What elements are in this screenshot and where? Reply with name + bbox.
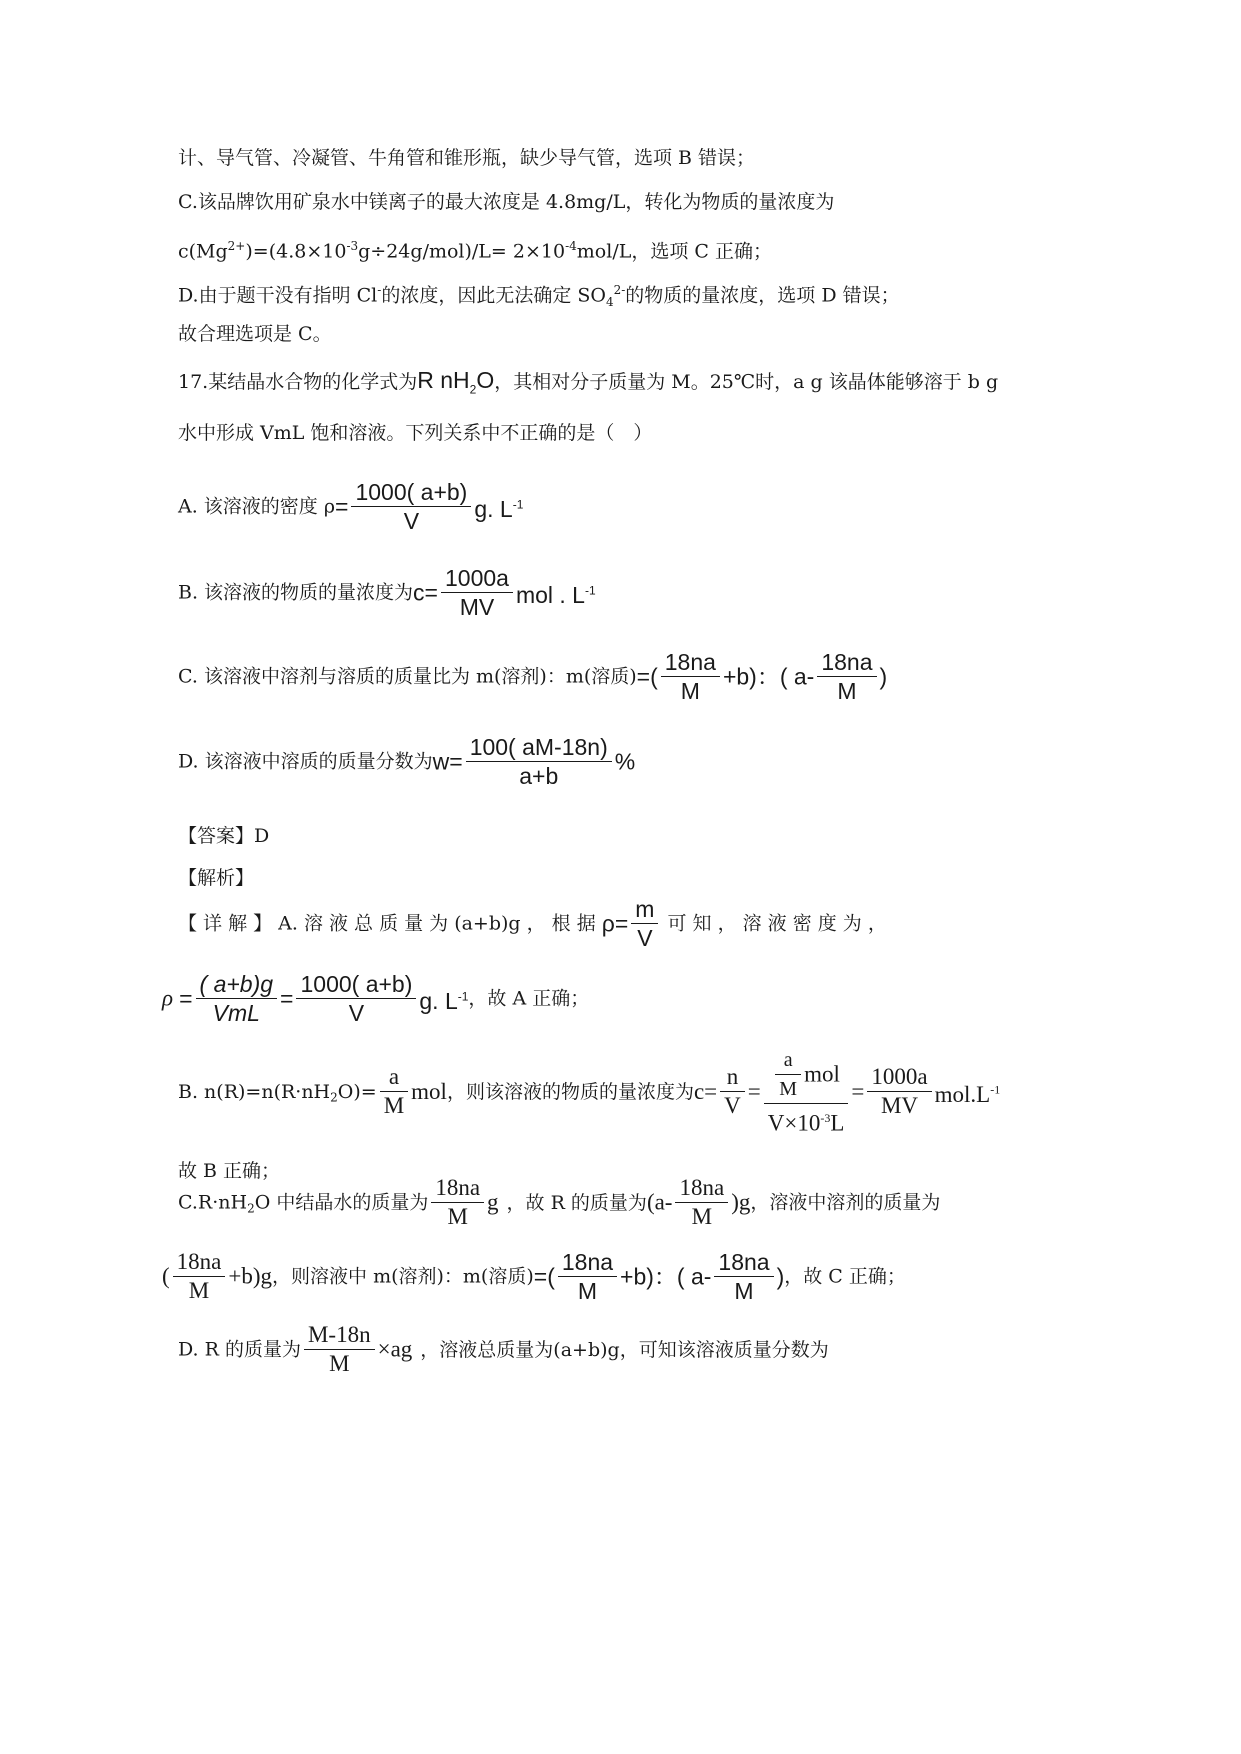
text: c= (693, 1078, 718, 1104)
denominator: M (304, 1349, 375, 1376)
unit: mol (804, 1061, 840, 1087)
numerator: a (388, 1064, 400, 1090)
equals: = (851, 1078, 865, 1104)
text: C.R·nH (178, 1191, 248, 1214)
subscript: 4 (605, 295, 614, 310)
text: D. R 的质量为 (178, 1338, 301, 1361)
text-line (178, 190, 834, 214)
numerator: 100( aM-18n) (469, 734, 608, 760)
numerator: 18na (679, 1175, 725, 1200)
text: ，溶液总质量为(a+b)g，可知该溶液质量分数为 (420, 1338, 829, 1361)
option-label: B. 该溶液的物质的量浓度为 (178, 581, 414, 604)
numerator: 18na (435, 1175, 481, 1200)
fraction (764, 1048, 849, 1136)
text: 【答案】D (178, 825, 270, 847)
subscript: 2 (469, 382, 477, 397)
text-line (178, 278, 900, 314)
unit: mol (411, 1078, 447, 1104)
line-text: 故合理选项是 C。 (178, 323, 332, 345)
text: ，则溶液中 m(溶剂)：m(溶质) (272, 1265, 534, 1288)
detail-c (178, 1176, 940, 1229)
fraction (304, 1323, 375, 1376)
superscript: -1 (512, 497, 524, 512)
text: ，故 C 正确； (784, 1265, 906, 1288)
denominator: M (380, 1091, 408, 1118)
text: O)= (337, 1080, 377, 1103)
text: ) (776, 1263, 785, 1290)
text: +b)：( a- (722, 663, 815, 690)
denominator: V (720, 1091, 745, 1118)
numerator: ( a+b)g (199, 971, 274, 997)
option-b (178, 566, 596, 619)
text: L (830, 1110, 845, 1136)
equals: c= (413, 579, 438, 606)
numerator: 18na (821, 649, 873, 675)
numerator: 1000a (444, 565, 509, 591)
fraction (431, 1176, 484, 1229)
equals: = (335, 493, 349, 520)
text: 故 B 正确； (178, 1160, 281, 1182)
text: (a- (646, 1189, 673, 1215)
text: ρ= (601, 910, 629, 937)
option-label: A. 该溶液的密度 ρ (178, 495, 336, 518)
subscript: 2 (330, 1090, 338, 1105)
text: V×10 (767, 1110, 821, 1136)
unit (516, 582, 596, 608)
detail-b (178, 1048, 1000, 1136)
text: ) (879, 663, 888, 690)
text: ，故 R 的质量为 (506, 1191, 647, 1214)
analysis-title (178, 866, 254, 890)
equals: w= (432, 748, 463, 775)
superscript: -1 (990, 1082, 1001, 1096)
text: 【 详 解 】 A. 溶 液 总 质 量 为 (a+b)g ， 根 据 (178, 912, 596, 935)
rho-symbol: ρ (162, 985, 174, 1011)
text: mol/L，选项 C 正确； (576, 240, 772, 263)
text: ，则该溶液的物质的量浓度为 (446, 1080, 694, 1103)
text: =( (636, 663, 658, 690)
numerator: 18na (718, 1249, 770, 1275)
fraction (714, 1250, 773, 1303)
text: +b)：( a- (620, 1263, 712, 1290)
inner-fraction (775, 1048, 801, 1101)
text: D.由于题干没有指明 Cl (178, 284, 378, 307)
superscript: -1 (457, 989, 469, 1004)
numerator: 18na (664, 649, 716, 675)
text-line (178, 234, 772, 263)
text: 的浓度，因此无法确定 SO (381, 284, 606, 307)
formula-part: R nH (417, 367, 470, 393)
numerator (764, 1048, 849, 1103)
equals: = (747, 1078, 761, 1104)
superscript: - (377, 283, 382, 297)
numerator: m (635, 896, 655, 922)
numerator: a (783, 1049, 793, 1071)
equals: = (179, 985, 193, 1012)
text: g÷24g/mol)/L= 2×10 (358, 240, 566, 263)
text: 17.某结晶水合物的化学式为 (178, 371, 418, 393)
text: +b)g (228, 1263, 273, 1289)
denominator: M (173, 1276, 226, 1303)
superscript: -3 (820, 1111, 831, 1125)
fraction (380, 1065, 408, 1118)
text: )=(4.8×10 (245, 240, 347, 263)
question-stem (178, 368, 998, 402)
text: c(Mg (178, 240, 228, 263)
fraction (817, 650, 876, 703)
text: O 中结晶水的质量为 (254, 1191, 429, 1214)
percent: % (614, 748, 636, 775)
fraction (675, 1176, 728, 1229)
text: ×ag (377, 1336, 413, 1362)
unit: )g (731, 1189, 751, 1215)
line-text: 计、导气管、冷凝管、牛角管和锥形瓶，缺少导气管，选项 B 错误； (178, 147, 756, 169)
unit (935, 1082, 1001, 1107)
option-c (178, 650, 887, 703)
denominator: MV (867, 1091, 931, 1118)
denominator: M (775, 1074, 801, 1101)
fraction (296, 972, 416, 1025)
fraction (631, 897, 658, 950)
text: ( (162, 1263, 170, 1289)
detail-d (178, 1323, 829, 1376)
question-stem-line2 (178, 421, 652, 445)
denominator: V (296, 998, 416, 1025)
superscript: 2+ (227, 239, 246, 253)
superscript: -4 (565, 239, 577, 253)
fraction (661, 650, 720, 703)
option-a (178, 480, 523, 533)
unit (419, 988, 468, 1014)
fraction (351, 480, 471, 533)
superscript: -3 (346, 239, 359, 253)
unit-text: mol . L (515, 581, 585, 608)
fraction (196, 972, 278, 1025)
text: =( (533, 1263, 555, 1290)
numerator: 1000( a+b) (355, 479, 468, 505)
text-line (178, 146, 755, 170)
fraction (720, 1065, 745, 1118)
option-label: C. 该溶液中溶剂与溶质的质量比为 m(溶剂)：m(溶质) (178, 665, 637, 688)
formula (417, 367, 495, 397)
fraction (466, 735, 612, 788)
unit-text: mol.L (934, 1081, 991, 1107)
fraction (441, 566, 513, 619)
text: 水中形成 VmL 饱和溶液。下列关系中不正确的是（ ） (178, 422, 653, 444)
numerator: 18na (176, 1249, 222, 1274)
superscript: 2- (613, 283, 626, 297)
denominator: M (431, 1202, 484, 1229)
numerator: 1000( a+b) (300, 971, 413, 997)
denominator: M (558, 1276, 617, 1303)
option-label: D. 该溶液中溶质的质量分数为 (178, 750, 433, 773)
fraction (558, 1250, 617, 1303)
denominator: M (714, 1276, 773, 1303)
unit-text: g. L (419, 987, 458, 1014)
numerator: M-18n (307, 1322, 371, 1347)
superscript: -1 (584, 583, 596, 598)
text: ，其相对分子质量为 M。25℃时，a g 该晶体能够溶于 b g (494, 371, 999, 393)
detail-a-formula (162, 972, 589, 1025)
text: ，故 A 正确； (468, 987, 590, 1010)
equals: = (280, 985, 294, 1012)
text: 可 知 ， 溶 液 密 度 为 ， (667, 912, 887, 935)
denominator: V (631, 923, 658, 950)
detail-c-line2 (162, 1250, 906, 1303)
text: 的物质的量浓度，选项 D 错误； (625, 284, 900, 307)
detail-a (178, 897, 887, 950)
answer-line (178, 824, 269, 848)
unit (474, 496, 523, 522)
fraction (173, 1250, 226, 1303)
fraction (867, 1065, 931, 1118)
text-line (178, 322, 332, 346)
line-text: C.该品牌饮用矿泉水中镁离子的最大浓度是 4.8mg/L，转化为物质的量浓度为 (178, 191, 835, 213)
option-d (178, 735, 635, 788)
denominator: M (675, 1202, 728, 1229)
text: B. n(R)=n(R·nH (178, 1080, 331, 1103)
denominator: MV (441, 592, 513, 619)
numerator: n (726, 1064, 739, 1090)
formula-part: O (476, 367, 495, 393)
unit-text: g. L (474, 495, 513, 522)
denominator (764, 1103, 849, 1136)
numerator: 1000a (871, 1064, 928, 1090)
text: ，溶液中溶剂的质量为 (750, 1191, 941, 1214)
denominator: VmL (196, 998, 278, 1025)
numerator: 18na (561, 1249, 614, 1275)
subscript: 2 (247, 1201, 255, 1216)
denominator: M (817, 676, 876, 703)
denominator: V (351, 506, 471, 533)
denominator: a+b (466, 761, 612, 788)
text: 【解析】 (178, 867, 255, 889)
denominator: M (661, 676, 720, 703)
unit: g (487, 1189, 499, 1215)
